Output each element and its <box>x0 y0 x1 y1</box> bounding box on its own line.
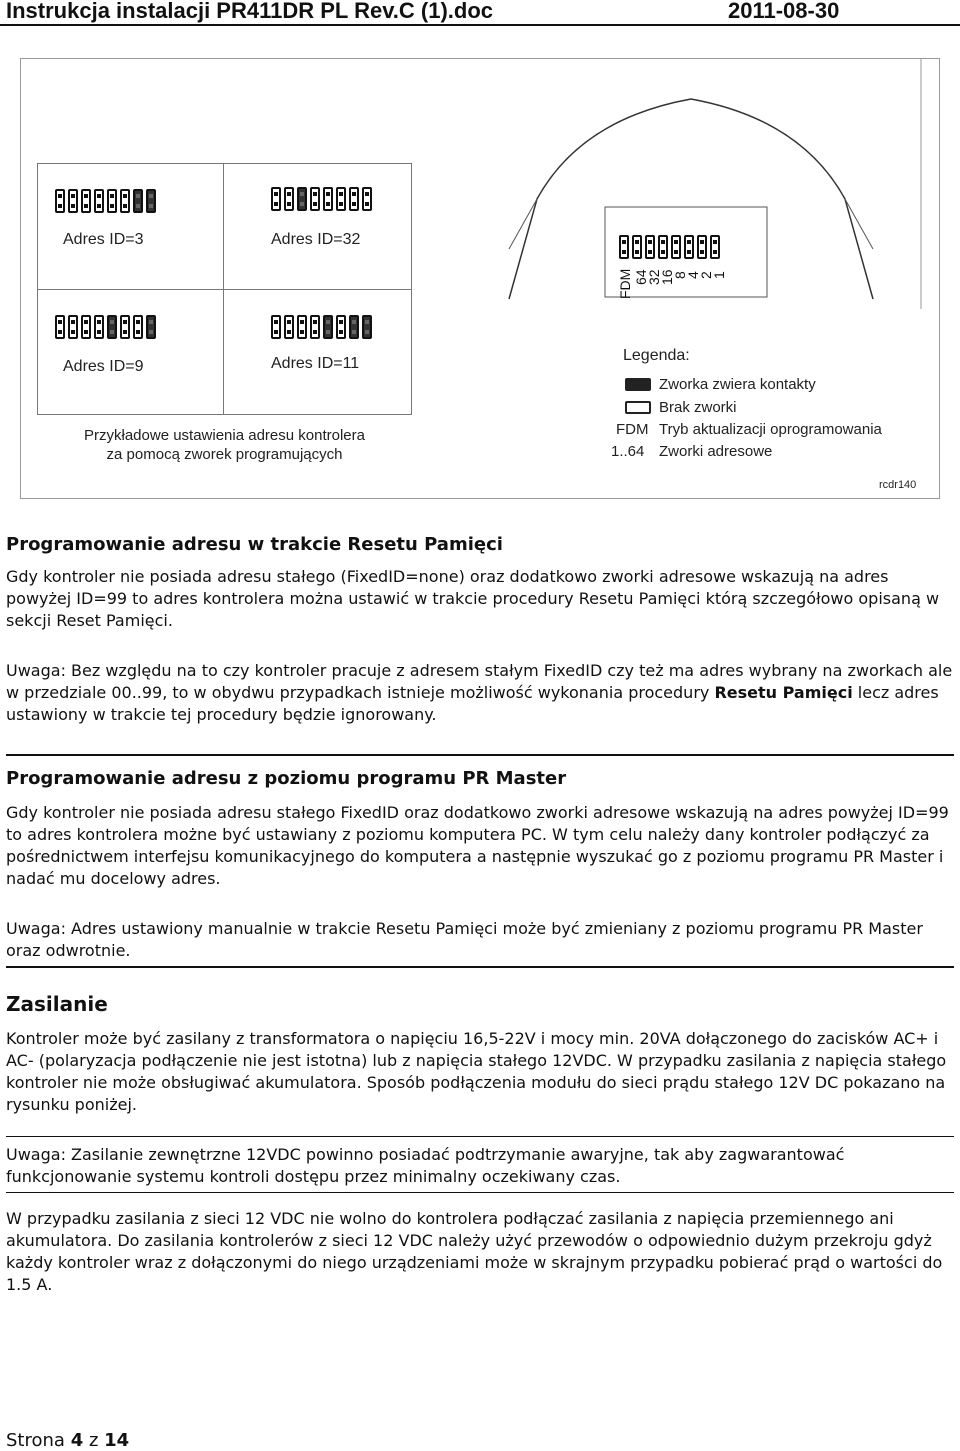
legend-key-2: FDM <box>616 421 649 438</box>
pin-label-32: 32 <box>646 269 662 285</box>
example-label-id3: Adres ID=3 <box>63 231 144 248</box>
legend-title: Legenda: <box>623 347 690 364</box>
pin-label-64: 64 <box>633 269 649 285</box>
jumper-closed-icon <box>625 378 651 391</box>
jumper-figure <box>20 58 940 499</box>
section-rule-1 <box>6 754 954 756</box>
header-rule <box>0 24 960 26</box>
jumper-block-id3 <box>55 189 156 213</box>
section-power-paragraph: Kontroler może być zasilany z transformatora o napięciu 16,5-22V i mocy min. 20VA dołączonego do zacisków AC+ i AC- (polaryzacja podłączenie nie jest istotna) lub z napięcia stałego 12VDC. W przypadku zasilania z napięcia stałego kontroler nie może obsługiwać akumulatora. Sposób podłączenia modułu do sieci prądu stałego 12V DC pokazano na rysunku poniżej. <box>6 1029 947 1114</box>
example-label-id32: Adres ID=32 <box>271 231 361 248</box>
section-power-paragraph-2: W przypadku zasilania z sieci 12 VDC nie wolno do kontrolera podłączać zasilania z napięcia przemiennego ani akumulatora. Do zasilania kontrolerów z sieci 12 VDC należy użyć przewodów o odpowiednio dużym przekroju gdyż każdy kontroler wraz z dołączonymi do niego urządzeniami może w skrajnym przypadku pobierać prąd o wartości do 1.5 A. <box>6 1209 943 1294</box>
jumper-open-icon <box>625 401 651 414</box>
figure-caption-line2: za pomocą zworek programujących <box>106 446 343 463</box>
section-prmaster-note: Uwaga: Adres ustawiony manualnie w trakcie Resetu Pamięci może być zmieniany z poziomu programu PR Master oraz odwrotnie. <box>6 919 923 960</box>
figure-caption-line1: Przykładowe ustawienia adresu kontrolera <box>84 427 365 444</box>
section-title-power: Zasilanie <box>6 992 108 1016</box>
pin-label-2: 2 <box>698 271 714 279</box>
section-title-reset: Programowanie adresu w trakcie Resetu Pamięci <box>6 534 503 555</box>
pin-label-16: 16 <box>659 269 675 285</box>
legend-key-3: 1..64 <box>611 443 645 460</box>
jumper-block-id32 <box>271 187 372 211</box>
section-reset-note: Uwaga: Bez względu na to czy kontroler pracuje z adresem stałym FixedID czy też ma adres wybrany na zworkach ale w przedziale 00..99, to w obydwu przypadkach istnieje możliwość wykonania procedury Resetu Pamięci lecz adres ustawiony w trakcie tej procedury będzie ignorowany. <box>6 661 953 724</box>
pin-label-8: 8 <box>672 271 688 279</box>
pin-label-fdm: FDM <box>617 268 633 299</box>
legend-text-2: Tryb aktualizacji oprogramowania <box>659 421 882 438</box>
document-title: Instrukcja instalacji PR411DR PL Rev.C (1).doc <box>6 0 494 23</box>
jumper-block-id9 <box>55 315 156 339</box>
examples-hdivider <box>37 289 412 290</box>
section-rule-3 <box>6 1136 954 1137</box>
section-rule-2 <box>6 966 954 968</box>
document-date: 2011-08-30 <box>728 0 840 23</box>
section-prmaster-paragraph: Gdy kontroler nie posiada adresu stałego FixedID oraz dodatkowo zworki adresowe wskazują na adres powyżej ID=99 to adres kontrolera możne być ustawiany z poziomu komputera PC. W tym celu należy dany kontroler podłączyć za pośrednictwem interfejsu komunikacyjnego do komputera a następnie wyszukać go z poziomu programu PR Master i nadać mu docelowy adres. <box>6 803 949 888</box>
pin-label-4: 4 <box>685 271 701 279</box>
example-label-id9: Adres ID=9 <box>63 358 144 375</box>
legend-text-1: Brak zworki <box>659 399 737 416</box>
section-reset-paragraph: Gdy kontroler nie posiada adresu stałego (FixedID=none) oraz dodatkowo zworki adresowe wskazują na adres powyżej ID=99 to adres kontrolera można ustawić w trakcie procedury Resetu Pamięci którą szczegółowo opisaną w sekcji Reset Pamięci. <box>6 567 940 630</box>
section-title-prmaster: Programowanie adresu z poziomu programu PR Master <box>6 768 567 789</box>
example-label-id11: Adres ID=11 <box>271 355 360 372</box>
figure-code: rcdr140 <box>879 479 917 491</box>
section-power-note: Uwaga: Zasilanie zewnętrzne 12VDC powinno posiadać podtrzymanie awaryjne, tak aby zagwarantować funkcjonowanie systemu kontroli dostępu przez minimalny oczekiwany czas. <box>6 1145 845 1186</box>
legend-text-3: Zworki adresowe <box>659 443 773 460</box>
page-footer: Strona 4 z 14 <box>6 1430 130 1451</box>
page-header <box>0 0 960 24</box>
section-rule-4 <box>6 1192 954 1193</box>
jumper-block-id11 <box>271 315 372 339</box>
pin-label-1: 1 <box>711 271 727 279</box>
device-jumper-block <box>619 235 720 259</box>
legend-text-0: Zworka zwiera kontakty <box>659 376 816 393</box>
